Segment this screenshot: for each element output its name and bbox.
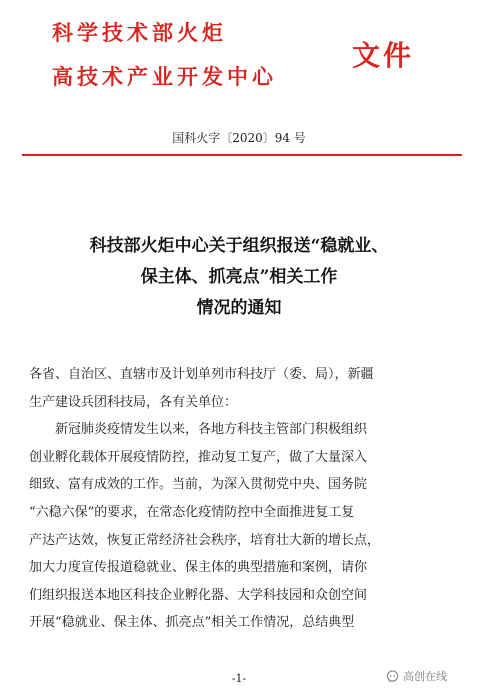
title-line-2: 保主体、抓亮点”相关工作 xyxy=(140,267,338,287)
paragraph-line: 新冠肺炎疫情发生以来，各地方科技主管部门积极组织 xyxy=(55,422,368,438)
paragraph-line: 产达产达效，恢复正常经济社会秩序，培育壮大新的增长点， xyxy=(29,532,381,548)
title-line-3: 情况的通知 xyxy=(196,298,282,318)
page-number: -1- xyxy=(231,672,247,685)
chat-bubble-icon xyxy=(386,670,399,683)
paragraph-line: 们组织报送本地区科技企业孵化器、大学科技园和众创空间 xyxy=(29,587,368,603)
paragraph-line: 加大力度宣传报道稳就业、保主体的典型措施和案例，请你 xyxy=(29,560,368,576)
paragraph-line: 细致、富有成效的工作。当前，为深入贯彻党中央、国务院 xyxy=(29,477,368,493)
document-number: 国科火字〔2020〕94 号 xyxy=(172,131,306,145)
paragraph-line: “六稳六保”的要求，在常态化疫情防控中全面推进复工复 xyxy=(29,504,355,520)
salutation-line-2: 生产建设兵团科技局，各有关单位： xyxy=(29,394,238,410)
salutation-line-1: 各省、自治区、直辖市及计划单列市科技厅（委、局），新疆 xyxy=(29,367,374,382)
document-type-label: 文件 xyxy=(352,39,415,72)
paragraph-line: 创业孵化载体开展疫情防控，推动复工复产，做了大量深入 xyxy=(29,449,368,465)
issuing-org-line-2: 高技术产业开发中心 xyxy=(52,65,277,89)
watermark xyxy=(386,668,447,684)
red-separator-line xyxy=(22,154,462,156)
watermark-text: 高创在线 xyxy=(403,670,447,683)
title-line-1: 科技部火炬中心关于组织报送“稳就业、 xyxy=(89,236,389,256)
notice-title xyxy=(0,231,478,324)
issuing-org-line-1: 科学技术部火炬 xyxy=(52,21,227,45)
notice-body xyxy=(29,361,453,637)
paragraph-line: 开展“稳就业、保主体、抓亮点”相关工作情况，总结典型 xyxy=(29,615,355,631)
